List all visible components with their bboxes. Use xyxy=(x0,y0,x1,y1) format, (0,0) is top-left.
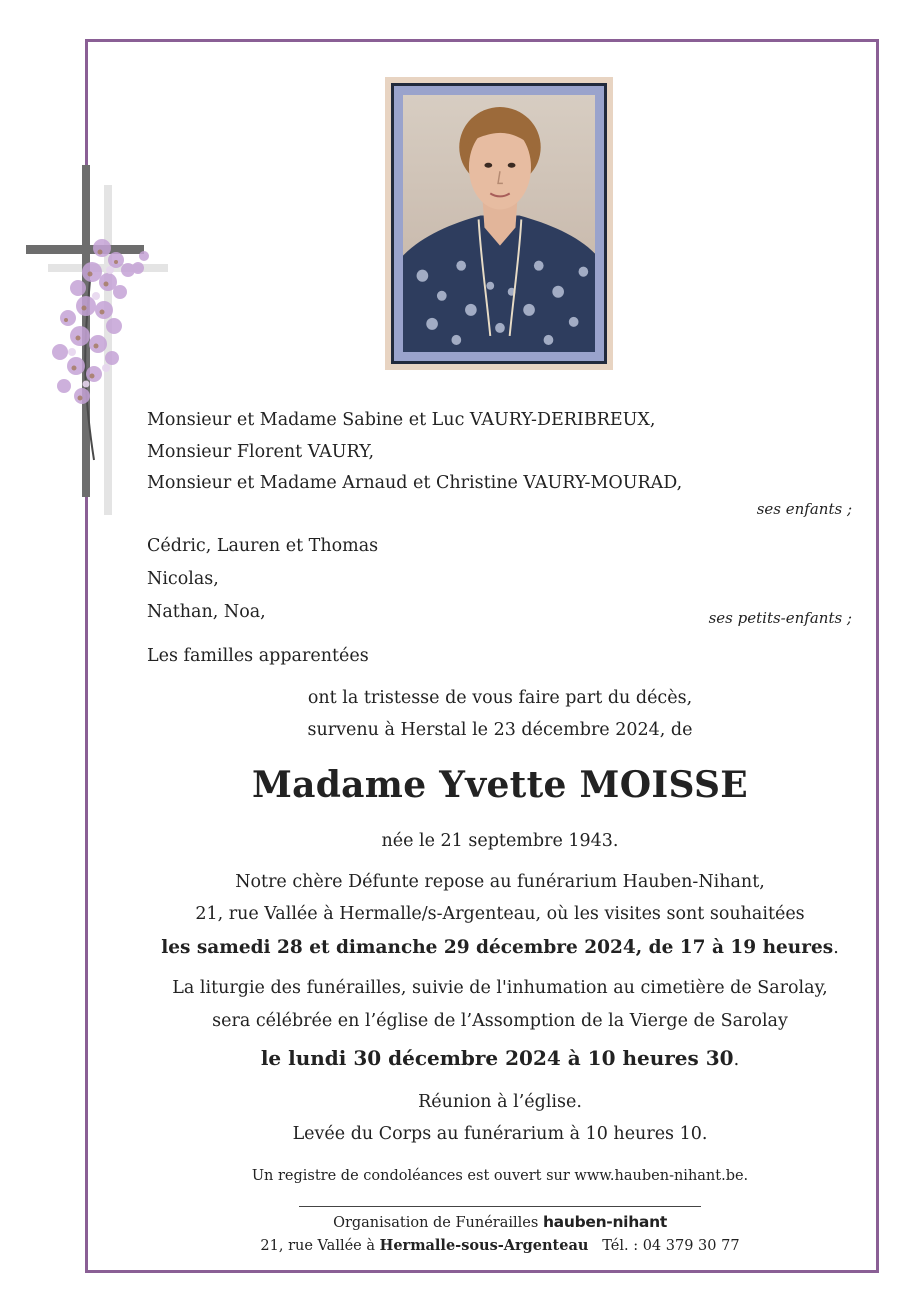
children-line-2: Monsieur Florent VAURY, xyxy=(147,442,375,462)
footer-phone: Tél. : 04 379 30 77 xyxy=(588,1238,740,1254)
brand-logo: hauben-nihant xyxy=(542,1213,667,1231)
grandchildren-line-1: Cédric, Lauren et Thomas xyxy=(147,536,379,556)
meeting-line-1: Réunion à l’église. xyxy=(418,1092,582,1112)
birth-line: née le 21 septembre 1943. xyxy=(381,831,619,851)
visits-dates-end: . xyxy=(833,938,839,958)
footer-organisation xyxy=(85,1213,915,1231)
liturgy-date-bold: le lundi 30 décembre 2024 à 10 heures 30 xyxy=(260,1046,734,1070)
liturgy-date-end: . xyxy=(733,1050,740,1070)
visits-dates xyxy=(85,931,915,965)
visits-line-2: 21, rue Vallée à Hermalle/s-Argenteau, où les visites sont souhaitées xyxy=(195,904,805,924)
footer-address xyxy=(85,1237,915,1254)
grandchildren-role: ses petits-enfants ; xyxy=(708,609,852,627)
footer-address-prefix: 21, rue Vallée à xyxy=(260,1238,380,1254)
announcement-line-2: survenu à Herstal le 23 décembre 2024, de xyxy=(307,720,693,740)
liturgy-date xyxy=(85,1042,915,1077)
footer-org-prefix: Organisation de Funérailles xyxy=(333,1215,543,1231)
announcement-line-1: ont la tristesse de vous faire part du décès, xyxy=(307,688,693,708)
liturgy-line-2: sera célébrée en l’église de l’Assomption de la Vierge de Sarolay xyxy=(212,1011,788,1031)
footer-divider xyxy=(299,1206,701,1207)
visits-dates-bold: les samedi 28 et dimanche 29 décembre 2024, de 17 à 19 heures xyxy=(161,937,834,958)
visits-line-1: Notre chère Défunte repose au funérarium Hauben-Nihant, xyxy=(235,872,765,892)
grandchildren-line-2: Nicolas, xyxy=(147,569,219,589)
grandchildren-line-3: Nathan, Noa, xyxy=(147,602,266,622)
families-line: Les familles apparentées xyxy=(147,646,369,666)
footer-address-town: Hermalle-sous-Argenteau xyxy=(379,1237,589,1254)
children-role: ses enfants ; xyxy=(756,500,852,518)
register-line: Un registre de condoléances est ouvert sur www.hauben-nihant.be. xyxy=(251,1168,749,1184)
deceased-name: Madame Yvette MOISSE xyxy=(251,764,749,806)
meeting-line-2: Levée du Corps au funérarium à 10 heures 10. xyxy=(292,1124,708,1144)
portrait-photo-frame xyxy=(385,77,613,370)
portrait-photo xyxy=(403,95,595,352)
liturgy-line-1: La liturgie des funérailles, suivie de l'inhumation au cimetière de Sarolay, xyxy=(172,978,828,998)
children-line-1: Monsieur et Madame Sabine et Luc VAURY-DERIBREUX, xyxy=(147,410,656,430)
children-line-3: Monsieur et Madame Arnaud et Christine VAURY-MOURAD, xyxy=(147,473,683,493)
